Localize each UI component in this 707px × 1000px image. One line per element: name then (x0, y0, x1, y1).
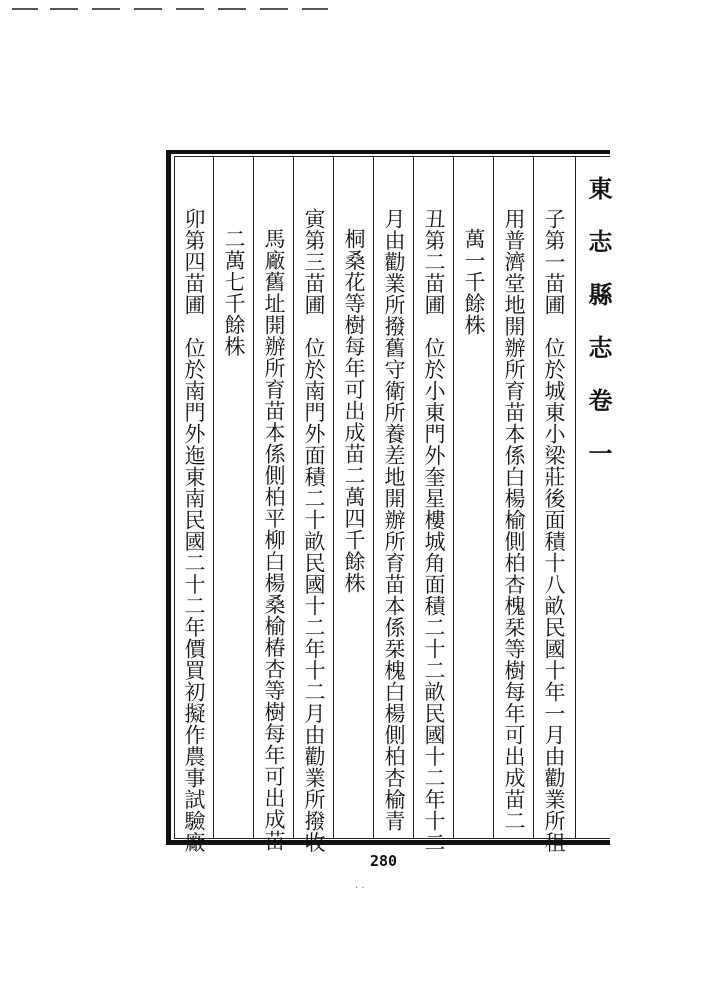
text-column-4: 丑第二苗圃 位於小東門外奎星樓城角面積二十二畝民國十二年十二 (422, 208, 446, 853)
column-rule (413, 156, 414, 839)
scan-specks: . . (355, 880, 365, 891)
text-column-1: 子第一苗圃 位於城東小梁莊後面積十八畝民國十年一月由勸業所租 (542, 208, 566, 853)
column-rule (213, 156, 214, 839)
text-column-5: 月由勸業所撥舊守衛所養差地開辦所育苗本係栞槐白楊側柏杏榆青 (382, 208, 406, 832)
text-column-2: 用普濟堂地開辦所育苗本係白楊榆側柏杏槐栞等樹每年可出成苗二 (502, 208, 526, 832)
column-rule (533, 156, 534, 839)
text-column-3: 萬一千餘株 (462, 228, 486, 336)
page-number: 280 (370, 852, 398, 870)
text-column-6: 桐桑花等樹每年可出成苗二萬四千餘株 (342, 228, 366, 594)
top-dash-2 (50, 8, 78, 10)
top-dash-3 (92, 8, 120, 10)
text-column-8: 馬廠舊址開辦所育苗本係側柏平柳白楊桑榆椿杏等樹每年可出成苗 (262, 228, 286, 852)
running-header (575, 156, 613, 839)
running-header-title: 東 志 縣 志 卷 一 (584, 176, 613, 465)
text-column-7: 寅第三苗圃 位於南門外面積二十畝民國十二年十二月由勸業所撥收 (302, 208, 326, 853)
text-column-10: 卯第四苗圃 位於南門外迤東南民國二十二年價買初擬作農事試驗廠 (182, 208, 206, 853)
column-rule (253, 156, 254, 839)
top-dash-6 (218, 8, 246, 10)
top-dash-5 (176, 8, 204, 10)
top-dash-1 (12, 8, 38, 10)
text-column-9: 二萬七千餘株 (222, 228, 246, 357)
top-dash-7 (260, 8, 288, 10)
column-rule (293, 156, 294, 839)
column-rule (333, 156, 334, 839)
column-rule (493, 156, 494, 839)
column-rule (453, 156, 454, 839)
column-rule (373, 156, 374, 839)
top-dash-8 (302, 8, 328, 10)
top-dash-4 (134, 8, 162, 10)
column-rule (575, 156, 576, 839)
